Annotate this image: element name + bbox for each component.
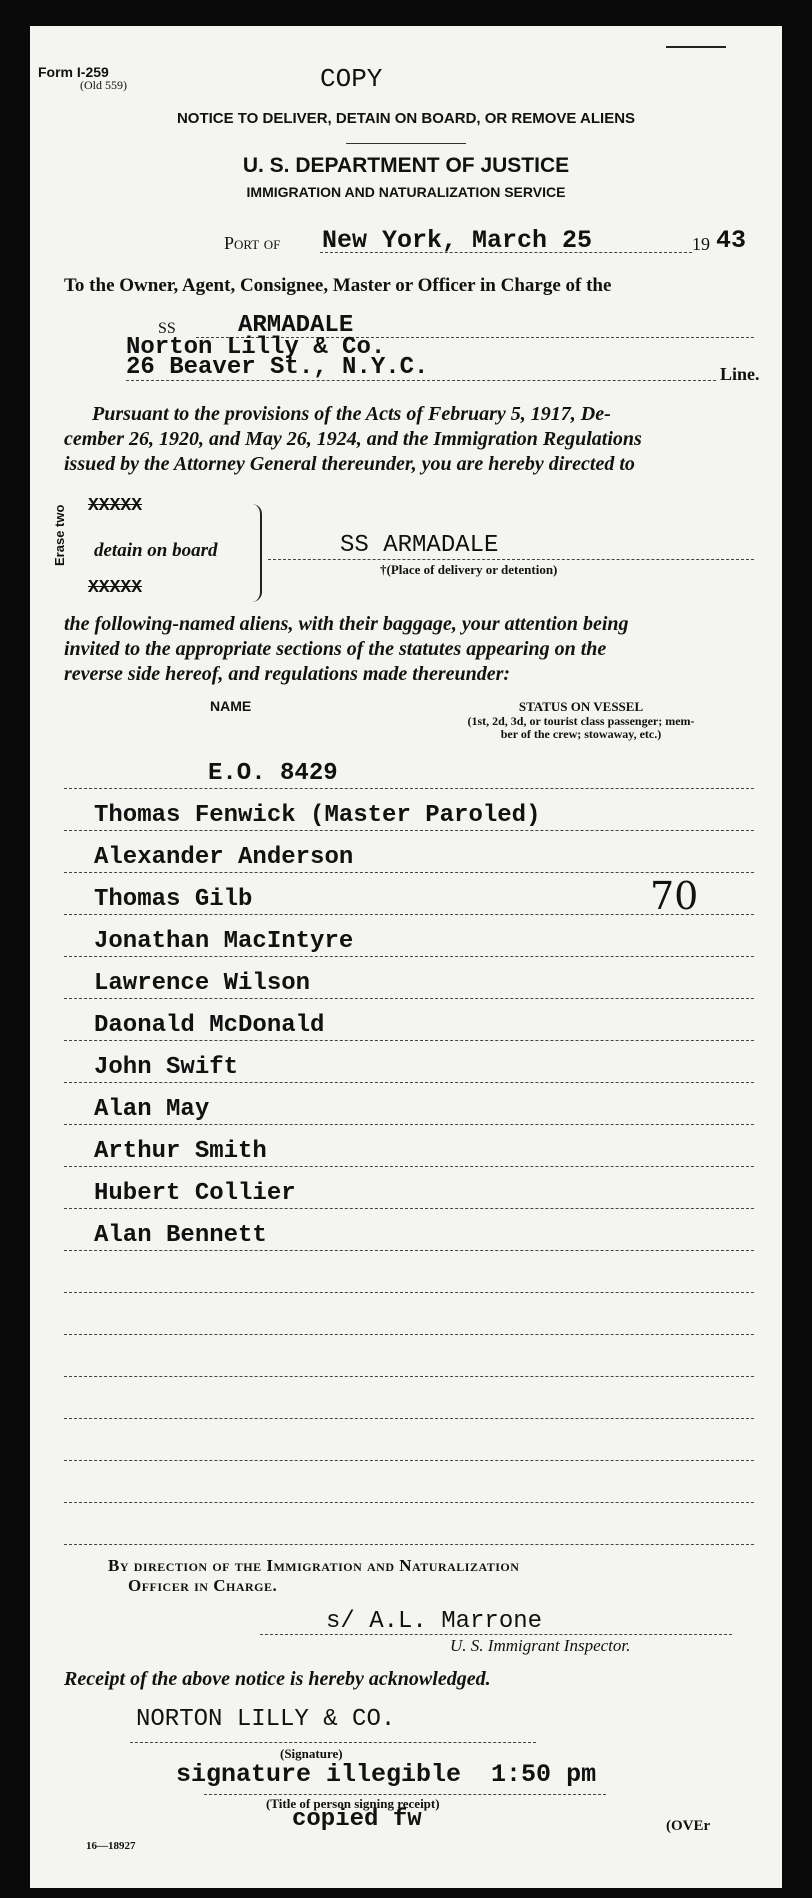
service-title: IMMIGRATION AND NATURALIZATION SERVICE (246, 184, 566, 200)
handwritten-mark (666, 46, 726, 48)
row-line (64, 1082, 754, 1083)
row-line (64, 1292, 754, 1293)
title-rule (346, 143, 466, 144)
row-line (64, 956, 754, 957)
direction-line-1: By direction of the Immigration and Naturalization (108, 1556, 520, 1575)
receipt-signature-line (130, 1742, 536, 1743)
alien-row-text: E.O. 8429 (208, 760, 338, 787)
row-line (64, 1544, 754, 1545)
department-title: U. S. DEPARTMENT OF JUSTICE (242, 154, 570, 177)
form-old-number: (Old 559) (80, 78, 127, 92)
row-line (64, 1334, 754, 1335)
title-caption: (Title of person signing receipt) (266, 1796, 440, 1811)
alien-row-text: Lawrence Wilson (94, 970, 311, 997)
alien-row-text: Jonathan MacIntyre (94, 928, 354, 955)
receipt-title-line (204, 1794, 606, 1795)
form-number: Form I-259 (38, 64, 109, 80)
copied-note: copied fw (292, 1806, 422, 1833)
row-line (64, 1502, 754, 1503)
remove-option-struck: XXXXX (88, 578, 143, 598)
alien-row-text: Alan Bennett (94, 1222, 267, 1249)
delivery-place-value: SS ARMADALE (340, 532, 499, 559)
detain-option: detain on board (94, 540, 218, 561)
vessel-prefix: SS (158, 320, 176, 337)
receipt-company: NORTON LILLY & CO. (136, 1706, 396, 1733)
port-value: New York, March 25 (322, 226, 593, 255)
row-line (64, 1376, 754, 1377)
erase-two-label: Erase two (52, 504, 67, 566)
line-fill-line (126, 380, 716, 381)
alien-row-text: John Swift (94, 1054, 239, 1081)
deliver-option-struck: XXXXX (88, 496, 143, 516)
column-name-header: NAME (210, 698, 252, 714)
row-line (64, 788, 754, 789)
handwritten-status: 70 (650, 874, 699, 918)
alien-row-text: Alan May (94, 1096, 210, 1123)
pursuant-line-1: Pursuant to the provisions of the Acts of February 5, 1917, De- (92, 403, 611, 425)
row-line (64, 1208, 754, 1209)
pursuant-paragraph (64, 402, 642, 477)
receipt-statement: Receipt of the above notice is hereby acknowledged. (64, 1668, 491, 1690)
vessel-name: ARMADALE (238, 312, 354, 339)
row-line (64, 998, 754, 999)
alien-row-text: Thomas Fenwick (Master Paroled) (94, 802, 541, 829)
option-brace (252, 504, 262, 602)
alien-row-text: Alexander Anderson (94, 844, 354, 871)
pursuant-line-2: cember 26, 1920, and May 26, 1924, and the Immigration Regulations (64, 428, 642, 450)
receipt-signature: signature illegible 1:50 pm (176, 1760, 597, 1789)
form-code: 16—18927 (86, 1840, 136, 1852)
row-line (64, 1040, 754, 1041)
signature-caption: (Signature) (280, 1746, 343, 1761)
delivery-fill-line (268, 559, 754, 560)
row-line (64, 1460, 754, 1461)
notice-document (30, 26, 782, 1888)
direction-line-2: Officer in Charge. (128, 1576, 278, 1595)
line-suffix: Line. (720, 364, 760, 384)
following-line-1: the following-named aliens, with their baggage, your attention being (64, 613, 629, 635)
column-status-note-2: ber of the crew; stowaway, etc.) (500, 727, 662, 741)
alien-row-text: Thomas Gilb (94, 886, 253, 913)
year-prefix: 19 (692, 234, 710, 254)
copy-label: COPY (320, 64, 383, 94)
over-label: (OVEr (666, 1818, 711, 1834)
row-line (64, 1418, 754, 1419)
alien-row-text: Arthur Smith (94, 1138, 267, 1165)
following-line-2: invited to the appropriate sections of the statutes appearing on the (64, 638, 607, 660)
delivery-place-caption: †(Place of delivery or detention) (380, 562, 558, 577)
notice-title: NOTICE TO DELIVER, DETAIN ON BOARD, OR REMOVE ALIENS (176, 110, 636, 127)
following-line-3: reverse side hereof, and regulations made thereunder: (64, 663, 511, 685)
row-line (64, 830, 754, 831)
row-line (64, 1124, 754, 1125)
row-line (64, 1250, 754, 1251)
column-status-note-1: (1st, 2d, 3d, or tourist class passenger; mem- (467, 714, 695, 728)
row-line (64, 872, 754, 873)
vessel-agent: Norton Lilly & Co. (126, 334, 386, 361)
vessel-address: 26 Beaver St., N.Y.C. (126, 354, 429, 381)
to-line: To the Owner, Agent, Consignee, Master or Officer in Charge of the (64, 275, 612, 296)
pursuant-line-3: issued by the Attorney General thereunder, you are hereby directed to (64, 453, 635, 475)
inspector-title: U. S. Immigrant Inspector. (450, 1636, 631, 1655)
year-value: 43 (716, 226, 747, 255)
port-label: Port of (224, 233, 281, 253)
column-status-header: STATUS ON VESSEL (518, 699, 644, 714)
alien-row-text: Daonald McDonald (94, 1012, 325, 1039)
inspector-signature: s/ A.L. Marrone (326, 1608, 543, 1635)
row-line (64, 1166, 754, 1167)
alien-row-text: Hubert Collier (94, 1180, 296, 1207)
following-paragraph (64, 612, 629, 687)
